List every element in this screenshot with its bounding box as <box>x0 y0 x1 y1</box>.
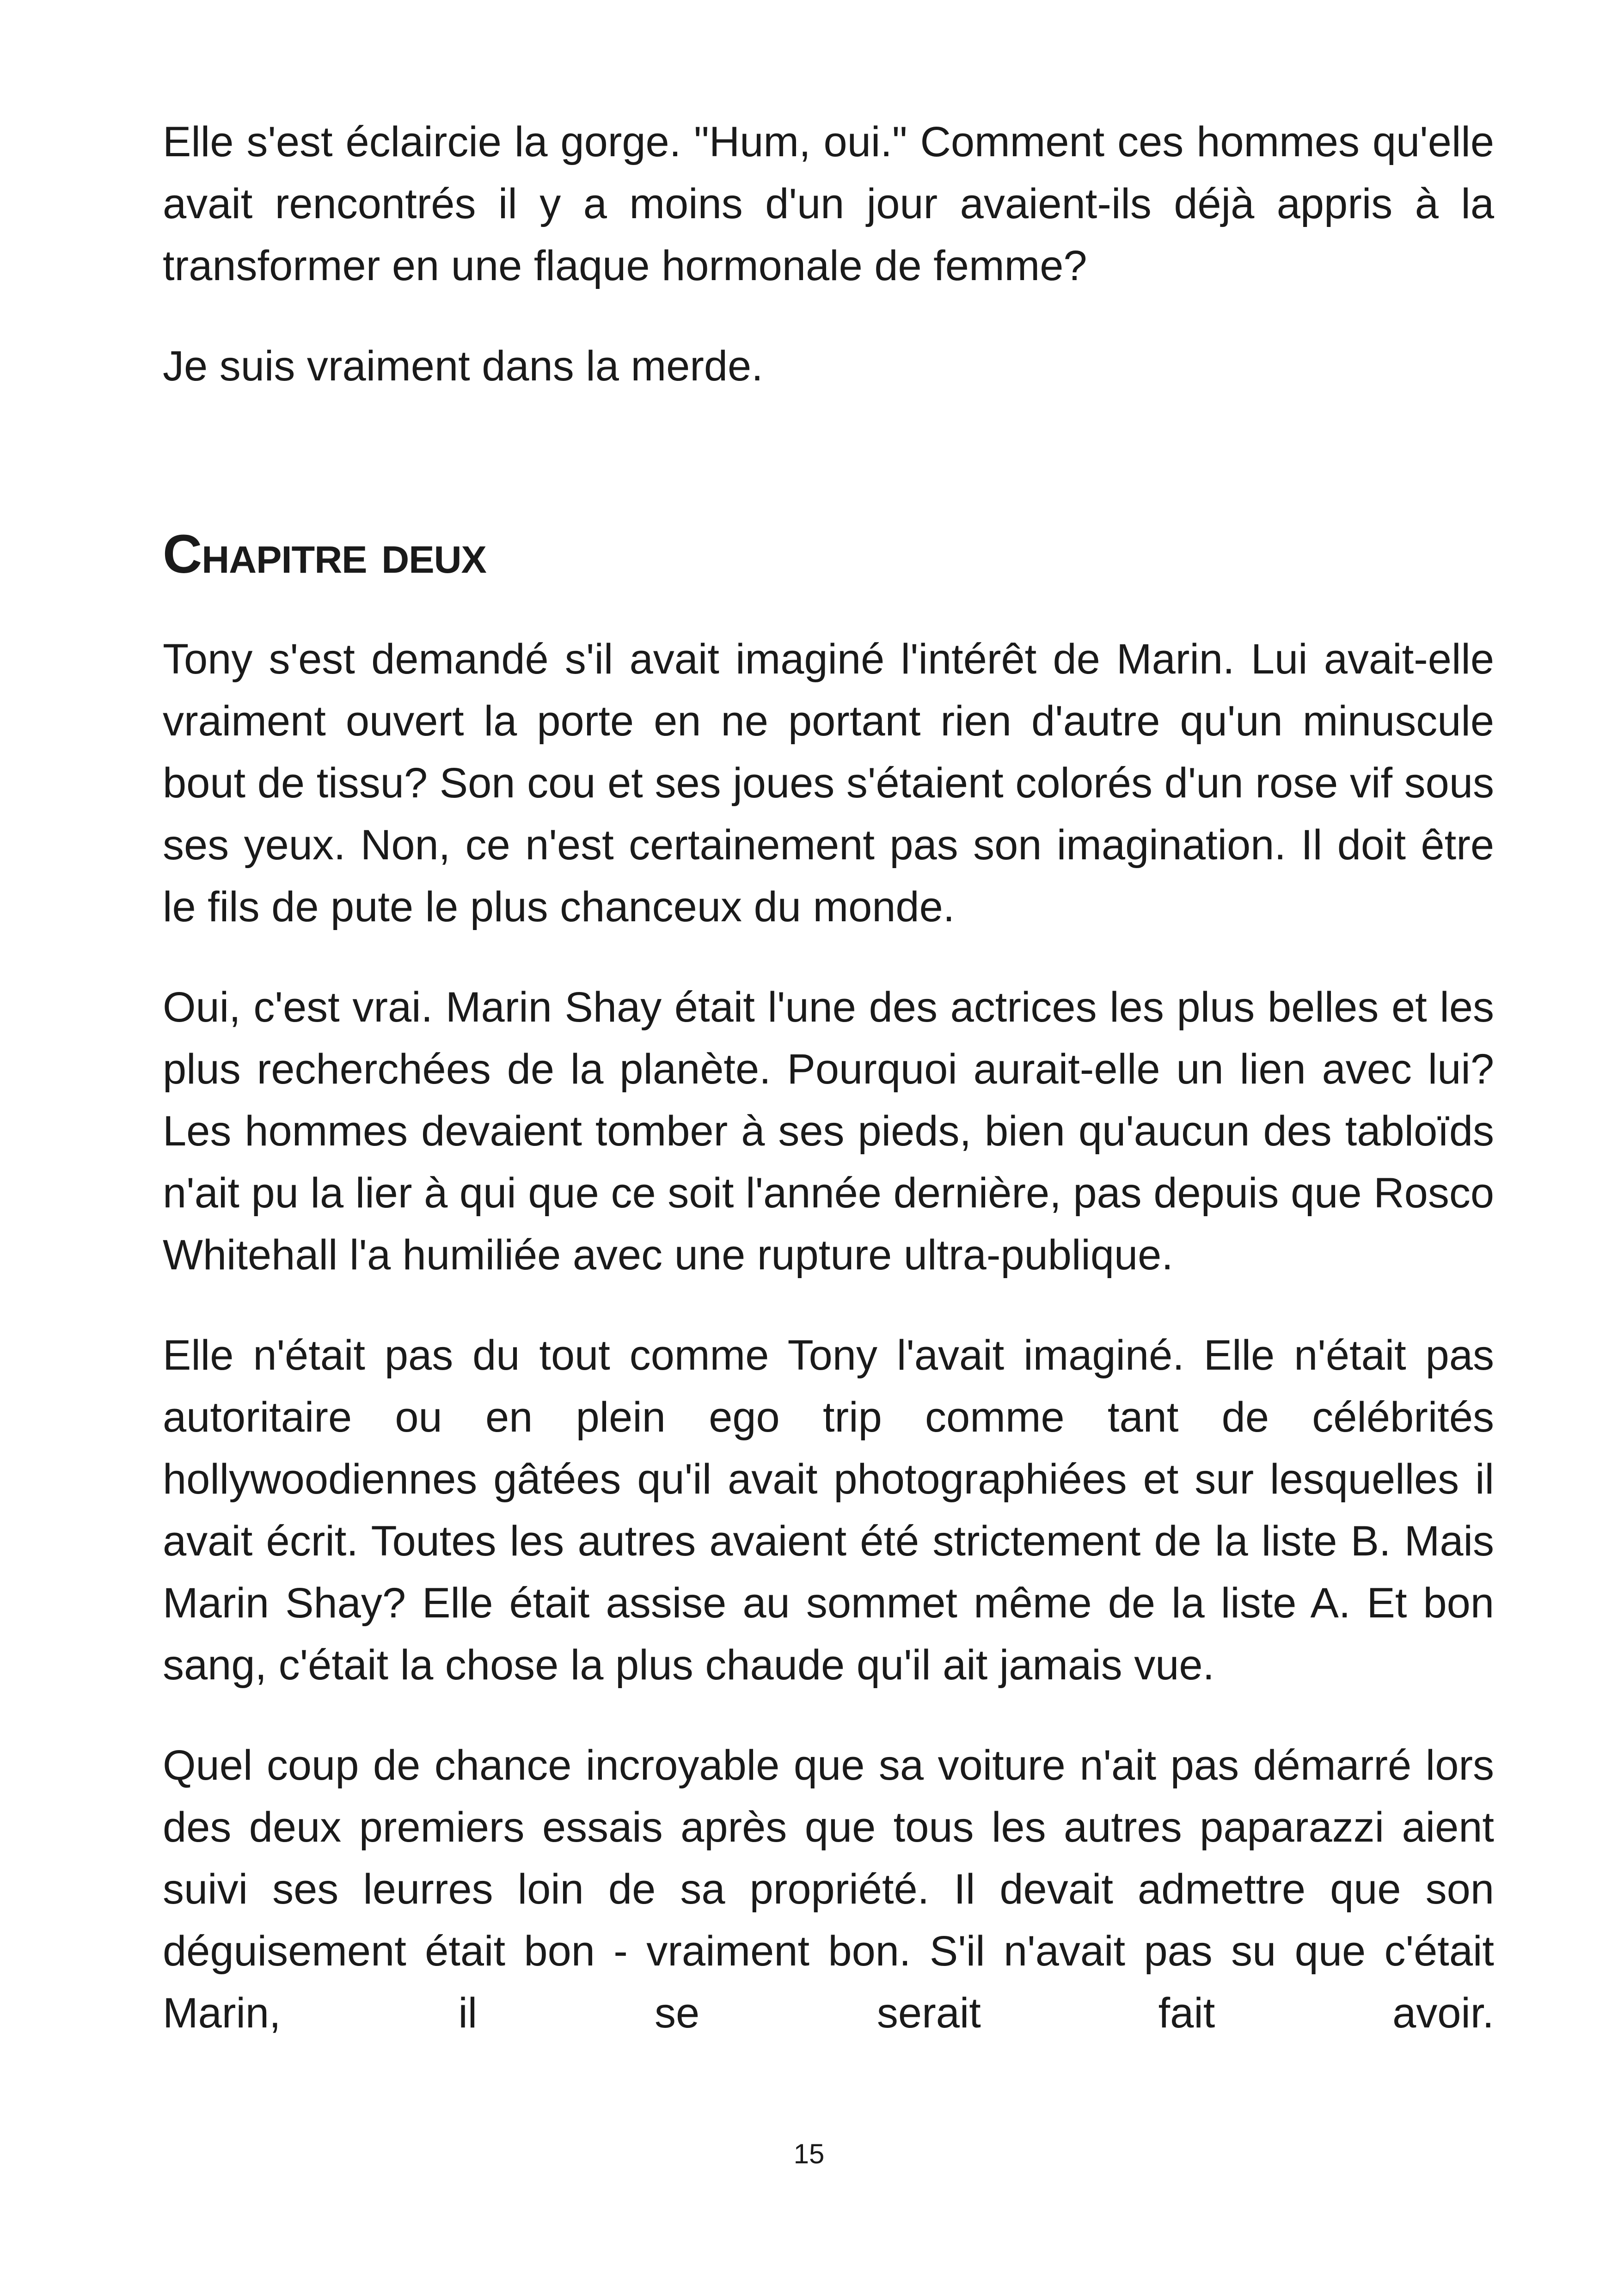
paragraph-spacer <box>163 938 1494 976</box>
section-spacer <box>163 397 1494 522</box>
paragraph-spacer <box>163 1696 1494 1734</box>
paragraph: Elle n'était pas du tout comme Tony l'avait imaginé. Elle n'était pas autoritaire ou en plein ego trip comme tant de célébrités hollywoodiennes gâtées qu'il avait photographiées et sur lesquelles il avait écrit. Toutes les autres avaient été strictement de la liste B. Mais Marin Shay? Elle était assise au sommet même de la liste A. Et bon sang, c'était la chose la plus chaude qu'il ait jamais vue. <box>163 1332 1494 1689</box>
paragraph: Je suis vraiment dans la merde. <box>163 343 763 390</box>
title-spacer <box>163 587 1494 628</box>
page-body <box>163 111 1494 2044</box>
paragraph: Elle s'est éclaircie la gorge. "Hum, oui." Comment ces hommes qu'elle avait rencontrés il y a moins d'un jour avaient-ils déjà appris à la transformer en une flaque hormonale de femme? <box>163 118 1494 289</box>
paragraph-spacer <box>163 297 1494 335</box>
page-number: 15 <box>793 2138 825 2169</box>
paragraph: Oui, c'est vrai. Marin Shay était l'une des actrices les plus belles et les plus recherchées de la planète. Pourquoi aurait-elle un lien avec lui? Les hommes devaient tomber à ses pieds, bien qu'aucun des tabloïds n'ait pu la lier à qui que ce soit l'année dernière, pas depuis que Rosco Whitehall l'a humiliée avec une rupture ultra-publique. <box>163 984 1494 1279</box>
paragraph: Tony s'est demandé s'il avait imaginé l'intérêt de Marin. Lui avait-elle vraiment ouvert la porte en ne portant rien d'autre qu'un minuscule bout de tissu? Son cou et ses joues s'étaient colorés d'un rose vif sous ses yeux. Non, ce n'est certainement pas son imagination. Il doit être le fils de pute le plus chanceux du monde. <box>163 636 1494 931</box>
paragraph: Quel coup de chance incroyable que sa voiture n'ait pas démarré lors des deux premiers essais après que tous les autres paparazzi aient suivi ses leurres loin de sa propriété. Il devait admettre que son déguisement était bon - vraiment bon. S'il n'avait pas su que c'était Marin, il se serait fait avoir. <box>163 1742 1494 2037</box>
paragraph-spacer <box>163 1286 1494 1324</box>
chapter-title: Chapitre deux <box>163 524 486 585</box>
